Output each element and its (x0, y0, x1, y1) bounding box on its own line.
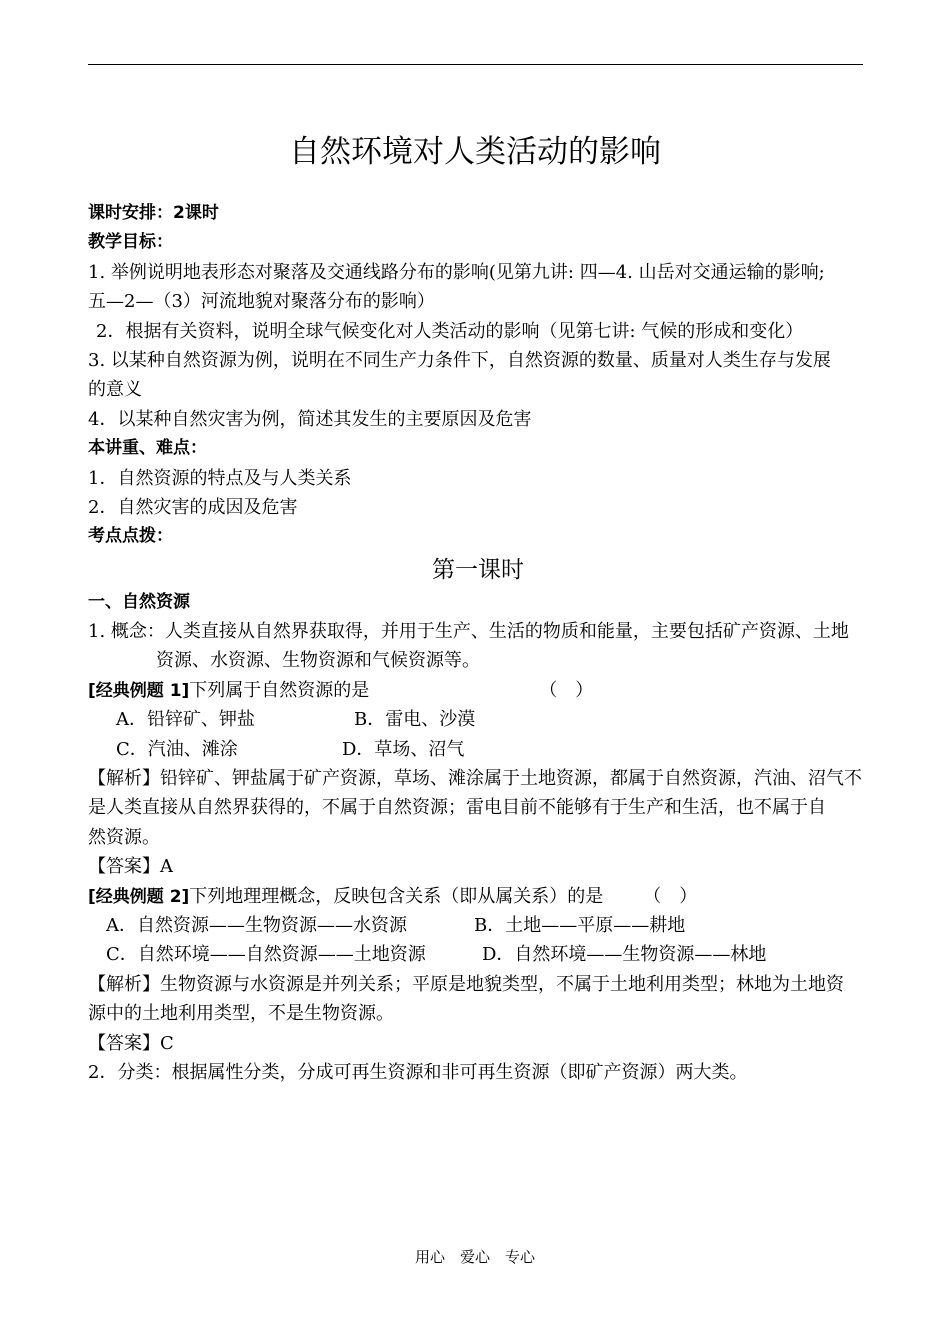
option-b: B．土地——平原——耕地 (474, 914, 686, 936)
key-points-heading: 本讲重、难点： (88, 438, 207, 459)
objective-line: 的意义 (88, 379, 142, 401)
objective-line: 4．以某种自然灾害为例，简述其发生的主要原因及危害 (88, 408, 532, 430)
option-d: D．自然环境——生物资源——林地 (482, 944, 767, 966)
option-c: C．汽油、滩涂 (116, 738, 238, 760)
objective-line: 五—2—（3）河流地貌对聚落分布的影响） (88, 291, 435, 313)
analysis-line: 然资源。 (88, 826, 160, 848)
example1-options-row (88, 735, 868, 764)
section-heading: 一、自然资源 (88, 591, 190, 612)
question-text: 下列属于自然资源的是 (189, 679, 370, 701)
objective-line: 3. 以某种自然资源为例，说明在不同生产力条件下，自然资源的数量、质量对人类生存与发展 (88, 349, 831, 371)
analysis-line: 【解析】铅锌矿、钾盐属于矿产资源，草场、滩涂属于土地资源，都属于自然资源，汽油、沼气不 (88, 768, 862, 790)
answer-bracket: （ ） (539, 679, 594, 701)
analysis-line: 是人类直接从自然界获得的，不属于自然资源；雷电目前不能够有于生产和生活，也不属于自 (88, 797, 826, 819)
objective-line: 2．根据有关资料，说明全球气候变化对人类活动的影响（见第七讲: 气候的形成和变化） (96, 320, 804, 342)
answer-bracket: （ ） (643, 885, 698, 907)
objectives-heading: 教学目标： (88, 232, 173, 253)
lesson-title: 第一课时 (432, 556, 524, 583)
document-title: 自然环境对人类活动的影响 (289, 134, 661, 170)
header-rule (88, 64, 863, 65)
page-footer: 用心 爱心 专心 (414, 1248, 535, 1266)
classification-line: 2．分类：根据属性分类，分成可再生资源和非可再生资源（即矿产资源）两大类。 (88, 1061, 748, 1083)
example-tag: [经典例题 1] (88, 680, 190, 701)
option-d: D．草场、沼气 (342, 738, 465, 760)
document-body (88, 199, 868, 1087)
schedule: 课时安排：2课时 (88, 203, 219, 223)
answer: 【答案】A (88, 856, 173, 878)
example1-options-row (88, 705, 868, 734)
key-point: 2．自然灾害的成因及危害 (88, 496, 298, 518)
option-c: C．自然环境——自然资源——土地资源 (106, 944, 426, 966)
option-a: A．自然资源——生物资源——水资源 (106, 914, 407, 936)
question-text: 下列地理理概念，反映包含关系（即从属关系）的是 (189, 885, 604, 907)
concept-line: 1. 概念：人类直接从自然界获取得，并用于生产、生活的物质和能量，主要包括矿产资源、土地 (88, 621, 849, 643)
example2-question (88, 882, 868, 911)
example2-options-row (88, 911, 868, 940)
example1-question (88, 676, 868, 705)
example-tag: [经典例题 2] (88, 886, 190, 907)
option-b: B．雷电、沙漠 (354, 709, 476, 731)
option-a: A．铅锌矿、钾盐 (116, 709, 255, 731)
analysis-line: 源中的土地利用类型，不是生物资源。 (88, 1003, 394, 1025)
answer: 【答案】C (88, 1032, 174, 1054)
analysis-line: 【解析】生物资源与水资源是并列关系；平原是地貌类型，不属于土地利用类型；林地为土地资 (88, 973, 844, 995)
tips-heading: 考点点拨： (88, 526, 173, 547)
key-point: 1．自然资源的特点及与人类关系 (88, 467, 352, 489)
concept-line: 资源、水资源、生物资源和气候资源等。 (156, 650, 480, 672)
objective-line: 1. 举例说明地表形态对聚落及交通线路分布的影响(见第九讲: 四—4. 山岳对交通运输的影响; (88, 261, 825, 283)
example2-options-row (88, 940, 868, 969)
